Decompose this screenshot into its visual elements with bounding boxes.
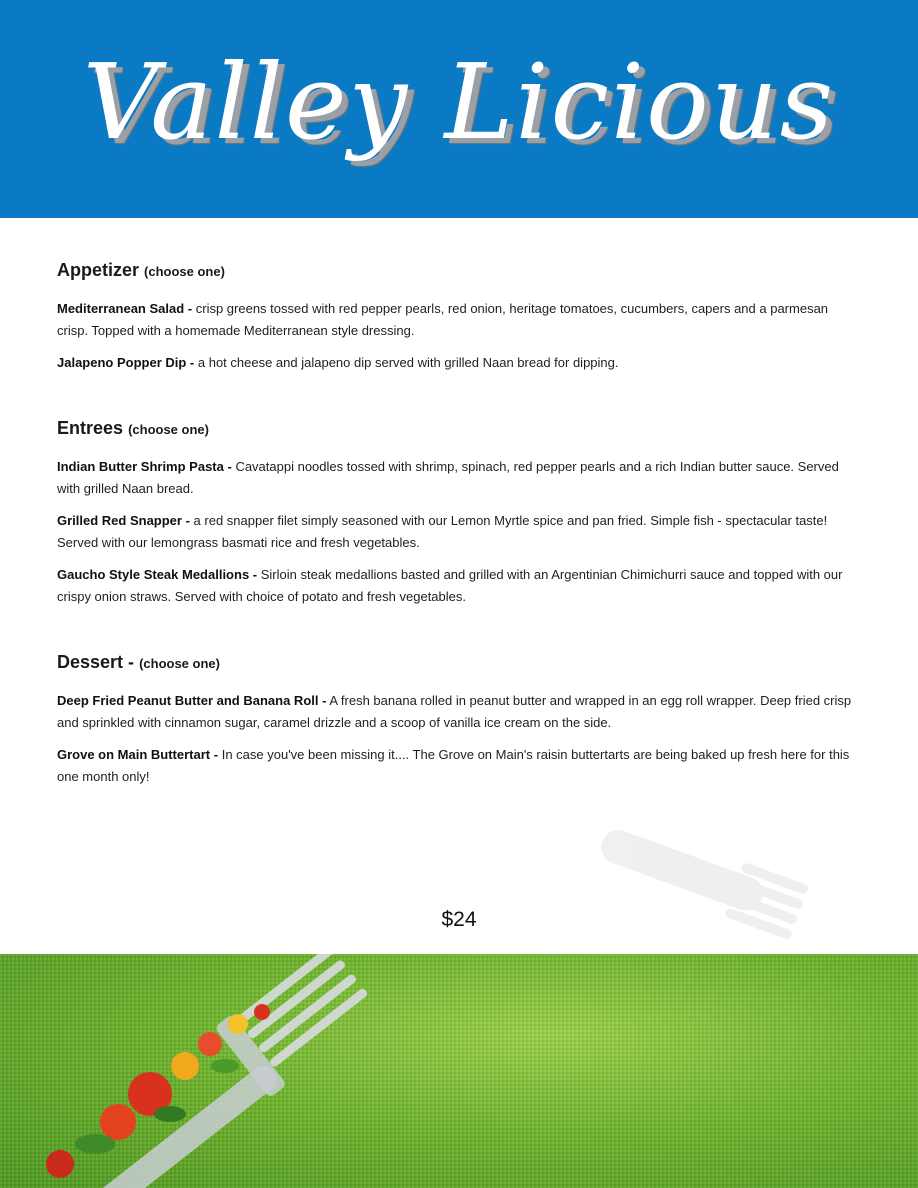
menu-item-desc: A fresh banana rolled in peanut butter and wrapped in an egg roll wrapper. Deep fried crisp and sprinkled with cinnamon sugar, caramel drizzle and a scoop of vanilla ice cream on the side. xyxy=(57,693,852,730)
menu-item-name: Grove on Main Buttertart - xyxy=(57,747,219,762)
menu-content xyxy=(57,260,857,798)
header-banner xyxy=(0,0,918,218)
menu-item xyxy=(57,510,857,554)
menu-item xyxy=(57,690,857,734)
section-heading xyxy=(57,418,857,439)
menu-item xyxy=(57,456,857,500)
menu-price: $24 xyxy=(441,908,477,931)
menu-item-name: Gaucho Style Steak Medallions - xyxy=(57,567,258,582)
menu-item xyxy=(57,744,857,788)
menu-item xyxy=(57,564,857,608)
section-entrees xyxy=(57,418,857,608)
menu-item-desc: In case you've been missing it.... The Grove on Main's raisin buttertarts are being baked up fresh here for this one month only! xyxy=(57,747,850,784)
menu-item-name: Grilled Red Snapper - xyxy=(57,513,190,528)
menu-item-desc: Sirloin steak medallions basted and grilled with an Argentinian Chimichurri sauce and topped with our crispy onion straws. Served with choice of potato and fresh vegetables. xyxy=(57,567,843,604)
menu-item-name: Mediterranean Salad - xyxy=(57,301,193,316)
section-title: Appetizer xyxy=(57,260,140,280)
section-title: Entrees xyxy=(57,418,124,438)
restaurant-logo: Valley Licious xyxy=(82,41,836,163)
section-subtitle: (choose one) xyxy=(139,656,220,671)
menu-item-name: Indian Butter Shrimp Pasta - xyxy=(57,459,232,474)
section-heading xyxy=(57,260,857,281)
fork-vegetables-icon xyxy=(0,954,400,1188)
section-subtitle: (choose one) xyxy=(128,422,209,437)
menu-item-desc: Cavatappi noodles tossed with shrimp, spinach, red pepper pearls and a rich Indian butter sauce. Served with grilled Naan bread. xyxy=(57,459,839,496)
menu-item-name: Deep Fried Peanut Butter and Banana Roll - xyxy=(57,693,327,708)
section-appetizer xyxy=(57,260,857,374)
section-dessert xyxy=(57,652,857,788)
menu-item-desc: a hot cheese and jalapeno dip served with grilled Naan bread for dipping. xyxy=(197,355,619,370)
menu-item-name: Jalapeno Popper Dip - xyxy=(57,355,195,370)
section-title: Dessert - xyxy=(57,652,135,672)
utensils-watermark-icon xyxy=(585,800,815,960)
section-heading xyxy=(57,652,857,673)
section-subtitle: (choose one) xyxy=(144,264,225,279)
menu-item xyxy=(57,298,857,342)
menu-item xyxy=(57,352,857,374)
menu-item-desc: crisp greens tossed with red pepper pearls, red onion, heritage tomatoes, cucumbers, capers and a parmesan crisp. Topped with a homemade Mediterranean style dressing. xyxy=(57,301,829,338)
menu-item-desc: a red snapper filet simply seasoned with our Lemon Myrtle spice and pan fried. Simple fish - spectacular taste! Served with our lemongrass basmati rice and fresh vegetables. xyxy=(57,513,828,550)
